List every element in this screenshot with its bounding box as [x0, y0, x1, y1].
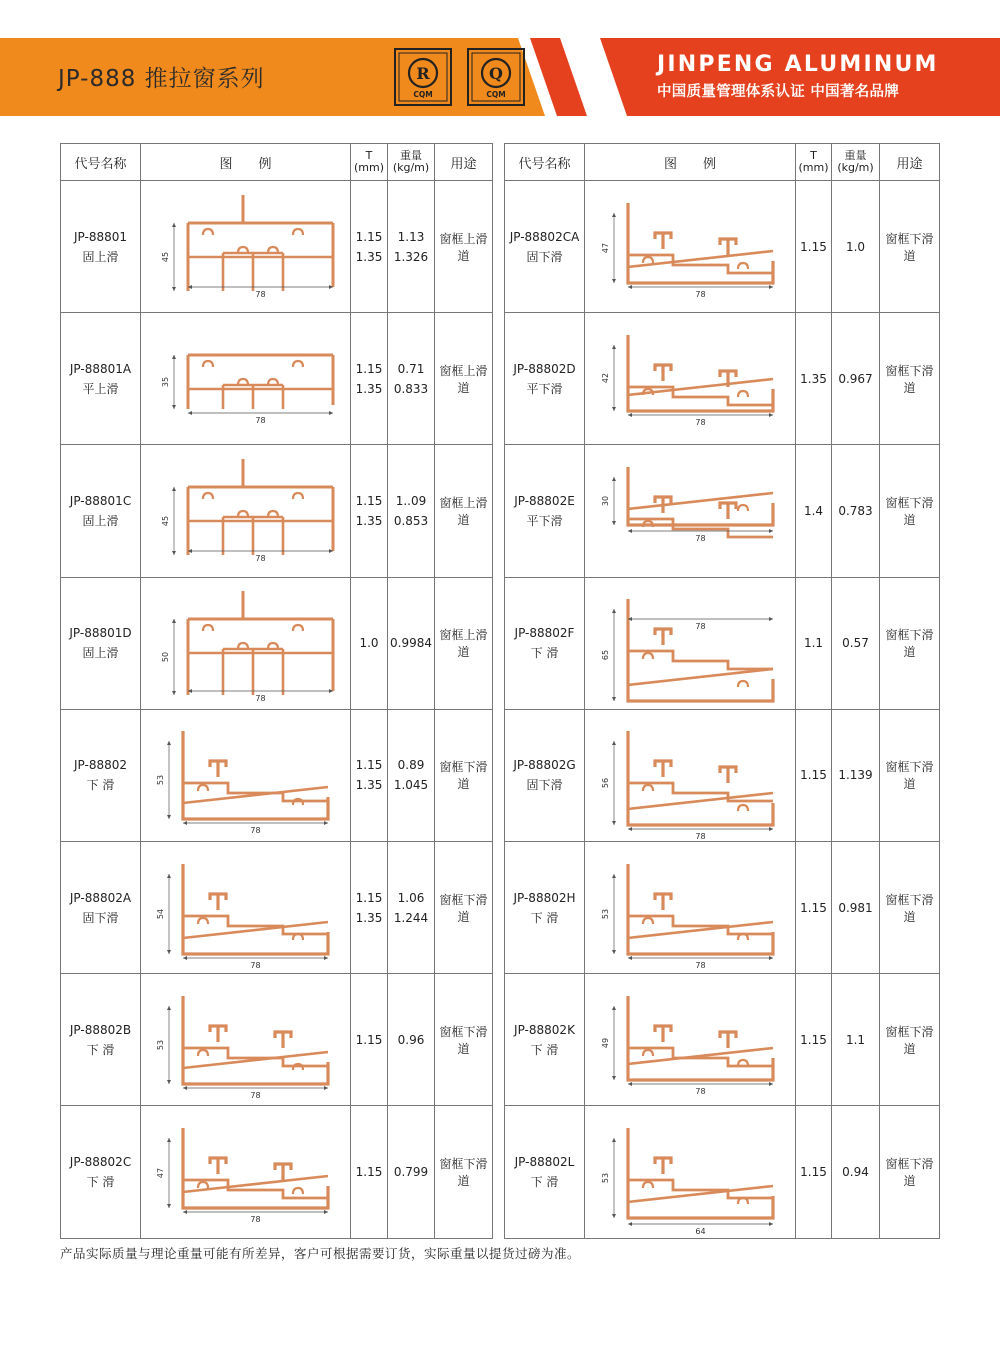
dim-width-label: 78: [255, 289, 266, 299]
thickness-value: 1.15: [800, 239, 827, 254]
weight-cell: [832, 181, 880, 313]
weight-value-2: 0.853: [393, 513, 429, 528]
profile-drawing: [588, 844, 793, 972]
dim-width-label: 64: [694, 1226, 706, 1236]
dim-height-label: 53: [156, 1039, 165, 1050]
profile-code: JP-88801C: [69, 493, 132, 508]
thickness-cell: [351, 709, 388, 841]
use-cell: 窗框下滑道: [435, 841, 493, 973]
table-row: [61, 709, 493, 841]
profile-code: JP-88802F: [514, 626, 575, 641]
weight-value: 0.967: [838, 371, 873, 386]
profile-figure-cell: [585, 709, 796, 841]
table-row: [505, 181, 940, 313]
dim-width-label: 78: [250, 960, 261, 970]
weight-value: 1..09: [395, 493, 427, 508]
profile-drawing: [143, 579, 348, 707]
thickness-cell: [351, 313, 388, 445]
weight-cell: [832, 1106, 880, 1238]
weight-value: 0.96: [397, 1032, 425, 1047]
profile-table-right: [504, 143, 940, 1239]
weight-cell: [832, 313, 880, 445]
thickness-value: 1.35: [800, 371, 827, 386]
dim-height-label: 53: [156, 775, 165, 786]
header-use: 用途: [880, 144, 940, 181]
weight-cell: [832, 577, 880, 709]
profile-figure-cell: [585, 577, 796, 709]
weight-value: 1.06: [397, 890, 425, 905]
profile-code-cell: [61, 445, 141, 577]
thickness-value: 1.4: [803, 503, 824, 518]
header-thickness: T (mm): [796, 144, 832, 181]
profile-code-cell: [505, 841, 585, 973]
dim-width-label: 78: [255, 553, 266, 563]
profile-code-cell: [61, 974, 141, 1106]
dim-width-label: 78: [694, 960, 706, 970]
profile-name: 下 滑: [530, 910, 559, 925]
thickness-value: 1.15: [355, 361, 383, 376]
table-row: [505, 445, 940, 577]
thickness-value: 1.1: [803, 636, 824, 651]
thickness-value: 1.15: [800, 1032, 827, 1047]
cqm-r-logo-icon: [393, 47, 453, 107]
profile-figure-cell: [585, 313, 796, 445]
thickness-cell: [351, 445, 388, 577]
profile-table-left: [60, 143, 493, 1239]
use-cell: 窗框上滑道: [435, 445, 493, 577]
thickness-cell: [351, 181, 388, 313]
dim-width-label: 78: [694, 417, 706, 427]
weight-cell: [388, 1106, 435, 1238]
thickness-value: 1.15: [355, 1164, 383, 1179]
weight-value-2: 0.833: [393, 381, 429, 396]
thickness-value-2: 1.35: [355, 513, 383, 528]
dim-width-label: 78: [255, 694, 266, 704]
use-cell: 窗框下滑道: [880, 1106, 940, 1238]
thickness-cell: [796, 841, 832, 973]
weight-cell: [832, 709, 880, 841]
use-cell: 窗框上滑道: [435, 577, 493, 709]
profile-drawing: [588, 1108, 793, 1236]
table-row: [505, 577, 940, 709]
profile-code-cell: [505, 313, 585, 445]
thickness-value-2: 1.35: [355, 381, 383, 396]
thickness-cell: [351, 1106, 388, 1238]
dim-height-label: 47: [156, 1167, 165, 1178]
profile-drawing: [588, 976, 793, 1104]
thickness-cell: [796, 313, 832, 445]
header-use: 用途: [435, 144, 493, 181]
profile-drawing: [143, 183, 348, 311]
thickness-cell: [796, 1106, 832, 1238]
profile-code: JP-88802H: [513, 890, 576, 905]
thickness-cell: [796, 445, 832, 577]
dim-height-label: 45: [161, 251, 170, 262]
profile-code-cell: [505, 974, 585, 1106]
profile-code-cell: [505, 1106, 585, 1238]
header-code: 代号名称: [61, 144, 141, 181]
weight-value: 0.89: [397, 758, 425, 773]
table-row: [61, 181, 493, 313]
dim-height-label: 53: [600, 1172, 610, 1183]
weight-value: 0.783: [838, 503, 873, 518]
header-figure: 图 例: [585, 144, 796, 181]
weight-cell: [832, 445, 880, 577]
weight-value: 1.139: [838, 768, 873, 783]
thickness-value-2: 1.35: [355, 910, 383, 925]
profile-code: JP-88802C: [69, 1154, 132, 1169]
table-row: [505, 974, 940, 1106]
dim-height-label: 50: [161, 652, 170, 663]
table-row: [61, 577, 493, 709]
weight-value: 0.9984: [390, 636, 432, 651]
page-title: JP-888 推拉窗系列: [58, 66, 265, 92]
header-weight: 重量 (kg/m): [388, 144, 435, 181]
profile-figure-cell: [585, 841, 796, 973]
weight-cell: [388, 181, 435, 313]
weight-value: 1.0: [845, 239, 866, 254]
weight-value: 0.94: [842, 1164, 869, 1179]
weight-cell: [832, 974, 880, 1106]
dim-width-label: 78: [250, 826, 261, 836]
dim-width-label: 78: [694, 1086, 706, 1096]
use-cell: 窗框下滑道: [880, 577, 940, 709]
profile-code-cell: [61, 1106, 141, 1238]
use-cell: 窗框上滑道: [435, 313, 493, 445]
profile-code: JP-88801D: [69, 626, 132, 641]
profile-figure-cell: [585, 181, 796, 313]
profile-code: JP-88802K: [514, 1022, 575, 1037]
thickness-value-2: 1.35: [355, 249, 383, 264]
profile-drawing: [143, 711, 348, 839]
weight-value: 1.1: [845, 1032, 866, 1047]
profile-code-cell: [61, 181, 141, 313]
profile-code-cell: [61, 841, 141, 973]
profile-name: 下 滑: [86, 1174, 115, 1189]
brand-name-en: JINPENG ALUMINUM: [657, 52, 939, 77]
thickness-value: 1.15: [355, 890, 383, 905]
weight-value-2: 1.244: [393, 910, 429, 925]
profile-drawing: [143, 976, 348, 1104]
table-row: [61, 1106, 493, 1238]
profile-name: 下 滑: [530, 1174, 559, 1189]
weight-value: 1.13: [397, 229, 425, 244]
weight-cell: [388, 445, 435, 577]
use-cell: 窗框下滑道: [880, 974, 940, 1106]
thickness-cell: [796, 181, 832, 313]
profile-figure-cell: [141, 841, 351, 973]
dim-height-label: 45: [161, 515, 170, 527]
use-cell: 窗框下滑道: [880, 181, 940, 313]
header-weight: 重量 (kg/m): [832, 144, 880, 181]
thickness-value: 1.15: [355, 758, 383, 773]
profile-code: JP-88802D: [513, 361, 576, 376]
thickness-value: 1.15: [800, 900, 827, 915]
table-header-row: [505, 144, 940, 181]
profile-figure-cell: [141, 974, 351, 1106]
profile-name: 平上滑: [82, 381, 119, 396]
dim-width-label: 78: [694, 289, 706, 299]
profile-drawing: [588, 711, 793, 839]
brand-slogan-cn: 中国质量管理体系认证 中国著名品牌: [657, 84, 900, 100]
svg-text:R: R: [416, 64, 430, 83]
profile-drawing: [588, 579, 793, 707]
profile-name: 固上滑: [82, 249, 119, 264]
dim-width-label: 78: [694, 832, 706, 840]
use-cell: 窗框下滑道: [880, 445, 940, 577]
dim-height-label: 49: [600, 1037, 610, 1048]
profile-figure-cell: [141, 709, 351, 841]
header-figure: 图 例: [141, 144, 351, 181]
weight-cell: [388, 313, 435, 445]
weight-cell: [832, 841, 880, 973]
profile-figure-cell: [141, 1106, 351, 1238]
profile-drawing: [588, 447, 793, 575]
profile-name: 固上滑: [82, 646, 119, 661]
use-cell: 窗框下滑道: [880, 709, 940, 841]
profile-code: JP-88802A: [69, 890, 132, 905]
table-header-row: [61, 144, 493, 181]
profile-name: 平下滑: [526, 513, 563, 528]
profile-code-cell: [61, 577, 141, 709]
header-thickness: T (mm): [351, 144, 388, 181]
profile-figure-cell: [585, 1106, 796, 1238]
profile-code: JP-88802CA: [509, 229, 580, 244]
weight-value: 0.799: [393, 1164, 429, 1179]
footer-note: 产品实际质量与理论重量可能有所差异，客户可根据需要订货，实际重量以提货过磅为准。: [60, 1246, 581, 1261]
profile-name: 下 滑: [530, 646, 559, 661]
weight-cell: [388, 974, 435, 1106]
profile-drawing: [143, 315, 348, 443]
thickness-cell: [796, 974, 832, 1106]
table-row: [61, 974, 493, 1106]
profile-name: 固下滑: [526, 778, 563, 793]
thickness-value-2: 1.35: [355, 778, 383, 793]
header-code: 代号名称: [505, 144, 585, 181]
table-row: [61, 841, 493, 973]
thickness-value: 1.15: [355, 493, 383, 508]
thickness-cell: [351, 841, 388, 973]
profile-code-cell: [61, 709, 141, 841]
profile-drawing: [588, 315, 793, 443]
weight-cell: [388, 709, 435, 841]
weight-value: 0.981: [838, 900, 873, 915]
dim-height-label: 42: [600, 372, 610, 383]
cqm-q-logo-icon: [466, 47, 526, 107]
profile-figure-cell: [141, 577, 351, 709]
dim-width-label: 78: [250, 1090, 261, 1100]
weight-value: 0.71: [397, 361, 425, 376]
dim-width-label: 78: [255, 415, 266, 425]
profile-name: 固下滑: [82, 910, 119, 925]
profile-name: 下 滑: [86, 1042, 115, 1057]
dim-height-label: 47: [600, 242, 610, 253]
dim-height-label: 35: [161, 376, 170, 387]
dim-height-label: 54: [156, 908, 165, 919]
thickness-value: 1.0: [359, 636, 379, 651]
profile-code: JP-88802: [73, 758, 127, 773]
weight-cell: [388, 841, 435, 973]
thickness-value: 1.15: [800, 768, 827, 783]
profile-drawing: [588, 183, 793, 311]
table-row: [61, 313, 493, 445]
use-cell: 窗框下滑道: [880, 841, 940, 973]
profile-name: 固上滑: [82, 513, 119, 528]
dim-height-label: 53: [600, 908, 610, 919]
dim-height-label: 30: [600, 495, 610, 507]
use-cell: 窗框下滑道: [880, 313, 940, 445]
profile-figure-cell: [585, 974, 796, 1106]
svg-text:CQM: CQM: [486, 90, 506, 99]
use-cell: 窗框下滑道: [435, 1106, 493, 1238]
thickness-value: 1.15: [355, 1032, 383, 1047]
svg-text:CQM: CQM: [413, 90, 433, 99]
profile-code-cell: [505, 709, 585, 841]
profile-drawing: [143, 1108, 348, 1236]
svg-text:Q: Q: [489, 64, 503, 83]
profile-name: 下 滑: [530, 1042, 559, 1057]
profile-code: JP-88802G: [513, 758, 576, 773]
profile-code: JP-88802E: [514, 493, 575, 508]
profile-name: 下 滑: [86, 778, 115, 793]
profile-code-cell: [505, 181, 585, 313]
thickness-cell: [351, 974, 388, 1106]
table-row: [505, 841, 940, 973]
dim-height-label: 56: [600, 778, 610, 789]
profile-code-cell: [505, 577, 585, 709]
profile-drawing: [143, 447, 348, 575]
profile-figure-cell: [585, 445, 796, 577]
weight-value: 0.57: [842, 636, 869, 651]
profile-code: JP-88801A: [69, 361, 132, 376]
profile-code-cell: [505, 445, 585, 577]
profile-code-cell: [61, 313, 141, 445]
weight-value-2: 1.045: [393, 778, 429, 793]
profile-code: JP-88802B: [69, 1022, 132, 1037]
profile-code: JP-88801: [73, 229, 127, 244]
table-row: [505, 709, 940, 841]
profile-figure-cell: [141, 445, 351, 577]
profile-name: 固下滑: [526, 249, 563, 264]
thickness-value: 1.15: [800, 1164, 827, 1179]
profile-drawing: [143, 844, 348, 972]
profile-code: JP-88802L: [514, 1154, 575, 1169]
profile-figure-cell: [141, 181, 351, 313]
thickness-cell: [796, 577, 832, 709]
use-cell: 窗框下滑道: [435, 709, 493, 841]
thickness-cell: [796, 709, 832, 841]
dim-height-label: 65: [600, 650, 610, 661]
dim-width-label: 78: [694, 622, 706, 632]
dim-width-label: 78: [694, 533, 706, 543]
dim-width-label: 78: [250, 1214, 261, 1224]
table-row: [505, 1106, 940, 1238]
profile-figure-cell: [141, 313, 351, 445]
thickness-cell: [351, 577, 388, 709]
weight-value-2: 1.326: [393, 249, 429, 264]
thickness-value: 1.15: [355, 229, 383, 244]
table-row: [61, 445, 493, 577]
table-row: [505, 313, 940, 445]
use-cell: 窗框下滑道: [435, 974, 493, 1106]
profile-name: 平下滑: [526, 381, 563, 396]
use-cell: 窗框上滑道: [435, 181, 493, 313]
weight-cell: [388, 577, 435, 709]
